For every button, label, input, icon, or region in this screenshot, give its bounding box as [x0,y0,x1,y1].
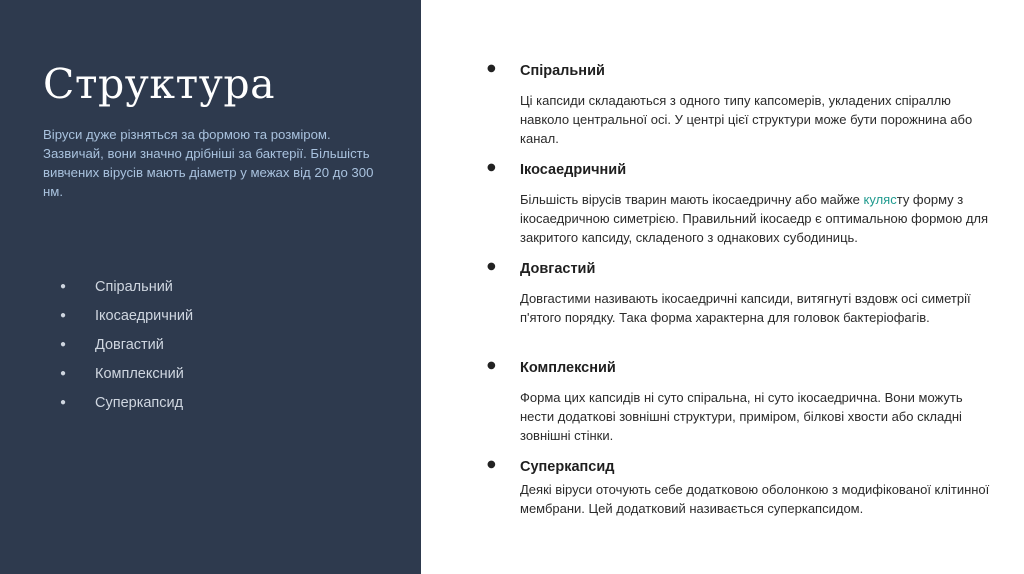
section-text: Довгастими називають ікосаедричні капсиди, витягнуті вздовж осі симетрії п'ятого порядку. Така форма характерна для головок бактеріофагів. [520,291,971,325]
bullet-icon: ● [487,360,496,371]
list-item-label: Ікосаедричний [95,308,194,324]
section-heading: Комплексний [520,360,616,376]
section-text: Ці капсиди складаються з одного типу капсомерів, укладених спіраллю навколо центральної осі. У центрі цієї структури може бути порожнина або канал. [520,93,973,146]
bullet-icon: ● [487,459,496,470]
structure-type-list [60,277,193,422]
intro-text: Віруси дуже різняться за формою та розміром. Зазвичай, вони значно дрібніші за бактерії. Більшість вивчених вірусів мають діаметр у межах від 20 до 300 нм. [43,127,374,199]
section-heading: Суперкапсид [520,459,615,475]
spherical-link[interactable]: куляс [863,192,897,207]
left-panel [0,0,421,574]
slide-title: Структура [43,60,276,108]
list-item [60,306,193,335]
section-icosahedral [487,161,997,247]
section-text: Деякі віруси оточують себе додатковою оболонкою з модифікованої клітинної мембрани. Цей додатковий називається суперкапсидом. [520,482,990,516]
bullet-icon: ● [60,397,67,408]
text-part: ту форму з ікосаедричною симетрією. Правильний ікосаедр є оптимальною формою для закритого капсиду, складеного з однакових субодиниць. [520,192,989,245]
bullet-icon: ● [487,261,496,272]
bullet-icon: ● [487,63,496,74]
bullet-icon: ● [60,339,67,350]
bullet-icon: ● [487,162,496,173]
list-item-label: Спіральний [95,279,173,295]
bullet-icon: ● [60,281,67,292]
list-item [60,335,193,364]
section-complex [487,359,997,445]
list-item [60,277,193,306]
list-item [60,364,193,393]
section-spiral [487,62,997,148]
section-heading: Ікосаедричний [520,162,627,178]
list-item [60,393,193,422]
list-item-label: Довгастий [95,337,164,353]
list-item-label: Суперкапсид [95,395,184,411]
bullet-icon: ● [60,310,67,321]
section-heading: Довгастий [520,261,596,277]
list-item-label: Комплексний [95,366,184,382]
section-text [487,190,990,247]
section-text: Форма цих капсидів ні суто спіральна, ні суто ікосаедрична. Вони можуть нести додаткові зовнішні структури, приміром, білкові хвости або складні зовнішні стінки. [520,390,963,443]
text-part: Більшість вірусів тварин мають ікосаедричну або майже [520,192,864,207]
section-supercapsid [487,458,997,518]
bullet-icon: ● [60,368,67,379]
section-elongated [487,260,997,327]
section-heading: Спіральний [520,63,605,79]
